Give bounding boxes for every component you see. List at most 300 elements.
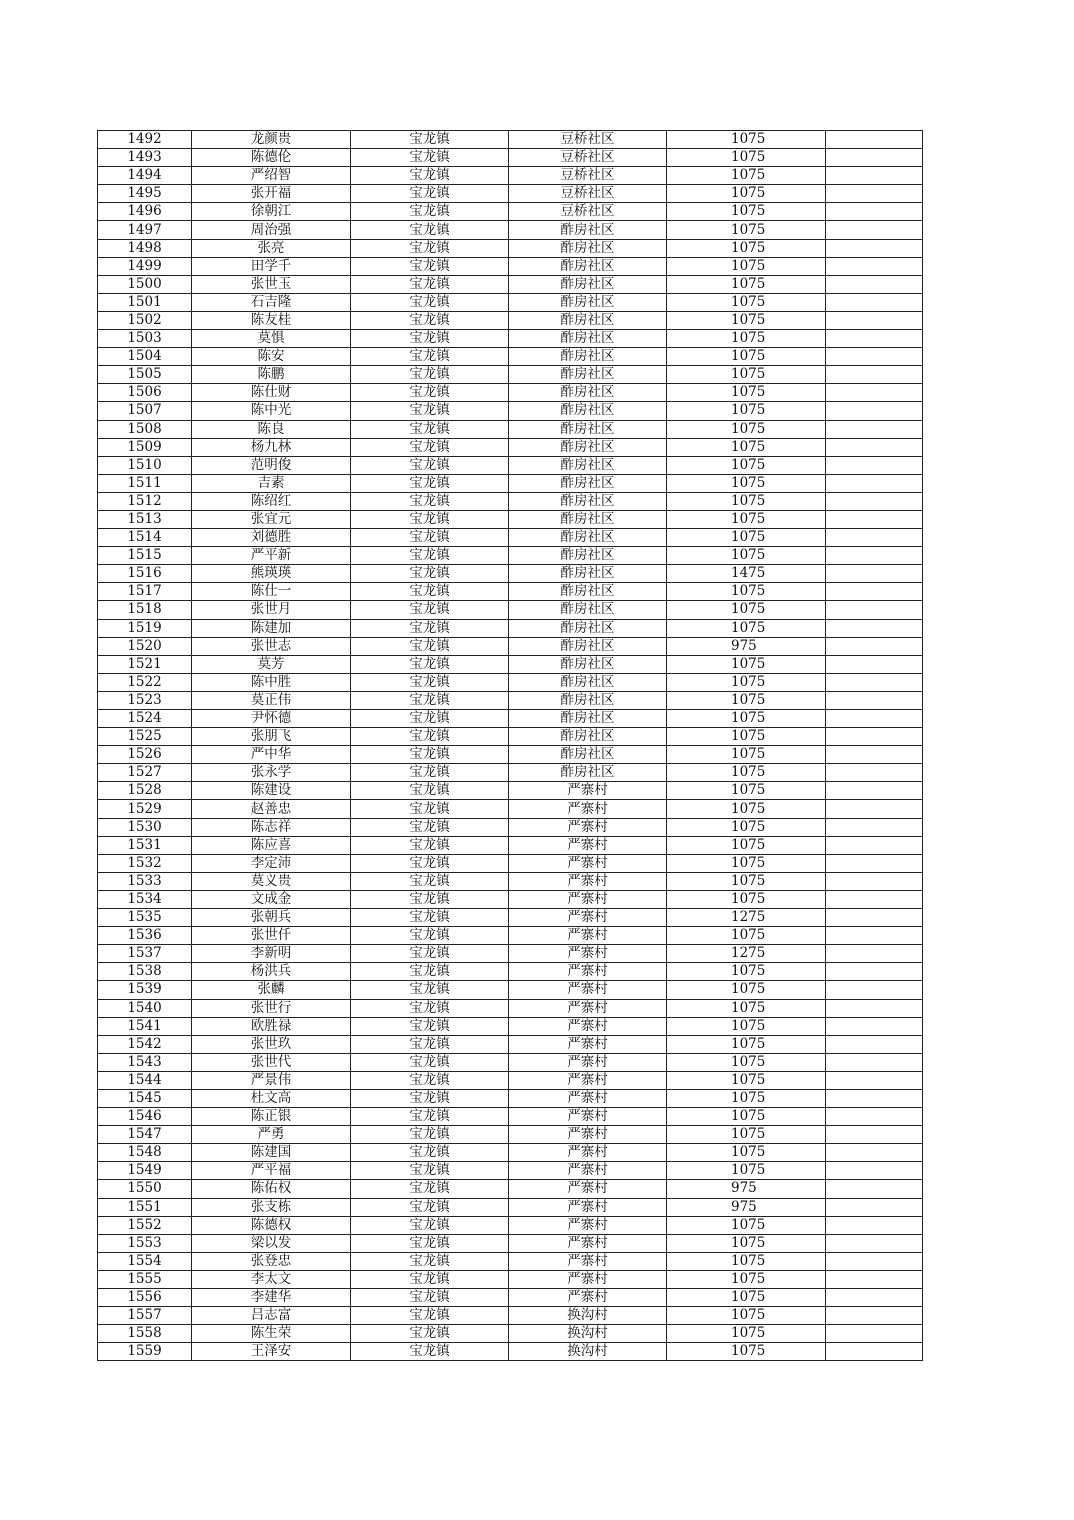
community-cell: 酢房社区: [509, 330, 667, 348]
amount-cell: 1075: [667, 366, 826, 384]
row-number-cell: 1511: [98, 474, 192, 492]
amount-cell: 1075: [667, 1089, 826, 1107]
community-cell: 酢房社区: [509, 492, 667, 510]
community-cell: 换沟村: [509, 1307, 667, 1325]
name-cell: 陈德权: [192, 1216, 351, 1234]
row-number-cell: 1522: [98, 673, 192, 691]
row-number-cell: 1536: [98, 927, 192, 945]
town-cell: 宝龙镇: [351, 746, 509, 764]
note-cell: [826, 1234, 923, 1252]
name-cell: 陈友桂: [192, 311, 351, 329]
town-cell: 宝龙镇: [351, 981, 509, 999]
town-cell: 宝龙镇: [351, 999, 509, 1017]
community-cell: 严寨村: [509, 782, 667, 800]
community-cell: 严寨村: [509, 1216, 667, 1234]
town-cell: 宝龙镇: [351, 1343, 509, 1361]
amount-cell: 1075: [667, 1162, 826, 1180]
amount-cell: 1075: [667, 1108, 826, 1126]
name-cell: 张麟: [192, 981, 351, 999]
note-cell: [826, 366, 923, 384]
table-row: [98, 1126, 923, 1144]
table-row: [98, 601, 923, 619]
amount-cell: 1075: [667, 782, 826, 800]
table-row: [98, 673, 923, 691]
name-cell: 龙颜贵: [192, 131, 351, 149]
note-cell: [826, 474, 923, 492]
row-number-cell: 1555: [98, 1270, 192, 1288]
note-cell: [826, 746, 923, 764]
community-cell: 严寨村: [509, 800, 667, 818]
town-cell: 宝龙镇: [351, 149, 509, 167]
amount-cell: 1075: [667, 1071, 826, 1089]
name-cell: 赵善忠: [192, 800, 351, 818]
name-cell: 周治强: [192, 221, 351, 239]
community-cell: 酢房社区: [509, 348, 667, 366]
note-cell: [826, 728, 923, 746]
table-row: [98, 1017, 923, 1035]
note-cell: [826, 691, 923, 709]
town-cell: 宝龙镇: [351, 1108, 509, 1126]
community-cell: 酢房社区: [509, 384, 667, 402]
community-cell: 严寨村: [509, 963, 667, 981]
note-cell: [826, 673, 923, 691]
town-cell: 宝龙镇: [351, 131, 509, 149]
town-cell: 宝龙镇: [351, 1053, 509, 1071]
amount-cell: 1075: [667, 673, 826, 691]
name-cell: 李定沛: [192, 854, 351, 872]
note-cell: [826, 655, 923, 673]
table-row: [98, 185, 923, 203]
name-cell: 张永学: [192, 764, 351, 782]
town-cell: 宝龙镇: [351, 909, 509, 927]
row-number-cell: 1493: [98, 149, 192, 167]
community-cell: 酢房社区: [509, 420, 667, 438]
row-number-cell: 1543: [98, 1053, 192, 1071]
amount-cell: 1075: [667, 691, 826, 709]
amount-cell: 1075: [667, 710, 826, 728]
row-number-cell: 1517: [98, 583, 192, 601]
row-number-cell: 1521: [98, 655, 192, 673]
table-row: [98, 909, 923, 927]
row-number-cell: 1503: [98, 330, 192, 348]
row-number-cell: 1497: [98, 221, 192, 239]
row-number-cell: 1512: [98, 492, 192, 510]
community-cell: 酢房社区: [509, 402, 667, 420]
name-cell: 梁以发: [192, 1234, 351, 1252]
community-cell: 严寨村: [509, 1035, 667, 1053]
row-number-cell: 1546: [98, 1108, 192, 1126]
row-number-cell: 1492: [98, 131, 192, 149]
table-row: [98, 510, 923, 528]
town-cell: 宝龙镇: [351, 348, 509, 366]
name-cell: 陈良: [192, 420, 351, 438]
row-number-cell: 1526: [98, 746, 192, 764]
town-cell: 宝龙镇: [351, 239, 509, 257]
community-cell: 酢房社区: [509, 673, 667, 691]
note-cell: [826, 836, 923, 854]
community-cell: 酢房社区: [509, 257, 667, 275]
note-cell: [826, 909, 923, 927]
name-cell: 欧胜禄: [192, 1017, 351, 1035]
town-cell: 宝龙镇: [351, 1180, 509, 1198]
note-cell: [826, 402, 923, 420]
amount-cell: 1075: [667, 1017, 826, 1035]
amount-cell: 1075: [667, 927, 826, 945]
town-cell: 宝龙镇: [351, 1325, 509, 1343]
row-number-cell: 1545: [98, 1089, 192, 1107]
note-cell: [826, 185, 923, 203]
amount-cell: 1075: [667, 1035, 826, 1053]
note-cell: [826, 1017, 923, 1035]
table-row: [98, 1198, 923, 1216]
row-number-cell: 1541: [98, 1017, 192, 1035]
town-cell: 宝龙镇: [351, 945, 509, 963]
row-number-cell: 1520: [98, 637, 192, 655]
community-cell: 酢房社区: [509, 221, 667, 239]
amount-cell: 1075: [667, 963, 826, 981]
table-body: [98, 131, 923, 1361]
row-number-cell: 1540: [98, 999, 192, 1017]
note-cell: [826, 890, 923, 908]
community-cell: 严寨村: [509, 818, 667, 836]
town-cell: 宝龙镇: [351, 1289, 509, 1307]
table-row: [98, 131, 923, 149]
name-cell: 陈中光: [192, 402, 351, 420]
amount-cell: 1075: [667, 348, 826, 366]
town-cell: 宝龙镇: [351, 1071, 509, 1089]
table-row: [98, 655, 923, 673]
note-cell: [826, 1270, 923, 1288]
note-cell: [826, 981, 923, 999]
note-cell: [826, 1126, 923, 1144]
note-cell: [826, 438, 923, 456]
town-cell: 宝龙镇: [351, 311, 509, 329]
note-cell: [826, 619, 923, 637]
name-cell: 张朋飞: [192, 728, 351, 746]
name-cell: 张世玉: [192, 275, 351, 293]
note-cell: [826, 149, 923, 167]
name-cell: 张亮: [192, 239, 351, 257]
community-cell: 严寨村: [509, 1180, 667, 1198]
community-cell: 酢房社区: [509, 510, 667, 528]
row-number-cell: 1515: [98, 547, 192, 565]
name-cell: 陈绍红: [192, 492, 351, 510]
table-row: [98, 293, 923, 311]
community-cell: 酢房社区: [509, 655, 667, 673]
table-row: [98, 565, 923, 583]
note-cell: [826, 782, 923, 800]
table-row: [98, 1108, 923, 1126]
row-number-cell: 1509: [98, 438, 192, 456]
town-cell: 宝龙镇: [351, 601, 509, 619]
note-cell: [826, 565, 923, 583]
table-row: [98, 529, 923, 547]
table-row: [98, 420, 923, 438]
amount-cell: 1075: [667, 547, 826, 565]
amount-cell: 1075: [667, 456, 826, 474]
row-number-cell: 1496: [98, 203, 192, 221]
row-number-cell: 1518: [98, 601, 192, 619]
amount-cell: 1075: [667, 529, 826, 547]
name-cell: 陈志祥: [192, 818, 351, 836]
town-cell: 宝龙镇: [351, 185, 509, 203]
amount-cell: 1075: [667, 1325, 826, 1343]
table-row: [98, 1035, 923, 1053]
row-number-cell: 1529: [98, 800, 192, 818]
note-cell: [826, 1307, 923, 1325]
name-cell: 陈应喜: [192, 836, 351, 854]
note-cell: [826, 239, 923, 257]
name-cell: 严平福: [192, 1162, 351, 1180]
community-cell: 酢房社区: [509, 691, 667, 709]
row-number-cell: 1532: [98, 854, 192, 872]
town-cell: 宝龙镇: [351, 330, 509, 348]
note-cell: [826, 492, 923, 510]
community-cell: 酢房社区: [509, 474, 667, 492]
amount-cell: 975: [667, 1198, 826, 1216]
row-number-cell: 1528: [98, 782, 192, 800]
community-cell: 酢房社区: [509, 746, 667, 764]
community-cell: 严寨村: [509, 1126, 667, 1144]
amount-cell: 1075: [667, 1307, 826, 1325]
town-cell: 宝龙镇: [351, 619, 509, 637]
community-cell: 严寨村: [509, 909, 667, 927]
amount-cell: 1075: [667, 981, 826, 999]
town-cell: 宝龙镇: [351, 890, 509, 908]
amount-cell: 1075: [667, 293, 826, 311]
community-cell: 严寨村: [509, 1252, 667, 1270]
table-row: [98, 583, 923, 601]
amount-cell: 1275: [667, 945, 826, 963]
amount-cell: 1075: [667, 1216, 826, 1234]
community-cell: 豆桥社区: [509, 203, 667, 221]
table-row: [98, 1343, 923, 1361]
note-cell: [826, 927, 923, 945]
community-cell: 换沟村: [509, 1343, 667, 1361]
name-cell: 莫芳: [192, 655, 351, 673]
amount-cell: 1075: [667, 1126, 826, 1144]
community-cell: 酢房社区: [509, 438, 667, 456]
table-row: [98, 1289, 923, 1307]
row-number-cell: 1538: [98, 963, 192, 981]
town-cell: 宝龙镇: [351, 963, 509, 981]
community-cell: 严寨村: [509, 836, 667, 854]
name-cell: 杨洪兵: [192, 963, 351, 981]
table-row: [98, 981, 923, 999]
table-row: [98, 1270, 923, 1288]
table-row: [98, 1144, 923, 1162]
amount-cell: 1075: [667, 311, 826, 329]
community-cell: 酢房社区: [509, 275, 667, 293]
name-cell: 张世志: [192, 637, 351, 655]
name-cell: 刘德胜: [192, 529, 351, 547]
amount-cell: 1075: [667, 1053, 826, 1071]
name-cell: 严绍智: [192, 167, 351, 185]
community-cell: 严寨村: [509, 999, 667, 1017]
table-row: [98, 927, 923, 945]
town-cell: 宝龙镇: [351, 872, 509, 890]
name-cell: 陈建国: [192, 1144, 351, 1162]
community-cell: 严寨村: [509, 890, 667, 908]
table-row: [98, 275, 923, 293]
table-row: [98, 710, 923, 728]
town-cell: 宝龙镇: [351, 366, 509, 384]
table-row: [98, 637, 923, 655]
name-cell: 陈建设: [192, 782, 351, 800]
note-cell: [826, 818, 923, 836]
table-row: [98, 366, 923, 384]
row-number-cell: 1514: [98, 529, 192, 547]
table-row: [98, 257, 923, 275]
amount-cell: 1075: [667, 275, 826, 293]
row-number-cell: 1499: [98, 257, 192, 275]
community-cell: 严寨村: [509, 1144, 667, 1162]
town-cell: 宝龙镇: [351, 474, 509, 492]
amount-cell: 1075: [667, 1144, 826, 1162]
note-cell: [826, 311, 923, 329]
row-number-cell: 1537: [98, 945, 192, 963]
town-cell: 宝龙镇: [351, 691, 509, 709]
amount-cell: 1075: [667, 402, 826, 420]
amount-cell: 1075: [667, 1252, 826, 1270]
name-cell: 熊瑛瑛: [192, 565, 351, 583]
community-cell: 严寨村: [509, 1053, 667, 1071]
amount-cell: 1075: [667, 728, 826, 746]
town-cell: 宝龙镇: [351, 257, 509, 275]
row-number-cell: 1523: [98, 691, 192, 709]
table-row: [98, 764, 923, 782]
town-cell: 宝龙镇: [351, 764, 509, 782]
table-row: [98, 1307, 923, 1325]
note-cell: [826, 945, 923, 963]
note-cell: [826, 1035, 923, 1053]
community-cell: 严寨村: [509, 1234, 667, 1252]
note-cell: [826, 257, 923, 275]
town-cell: 宝龙镇: [351, 510, 509, 528]
row-number-cell: 1533: [98, 872, 192, 890]
amount-cell: 1075: [667, 655, 826, 673]
row-number-cell: 1507: [98, 402, 192, 420]
community-cell: 酢房社区: [509, 710, 667, 728]
town-cell: 宝龙镇: [351, 1144, 509, 1162]
note-cell: [826, 1343, 923, 1361]
row-number-cell: 1524: [98, 710, 192, 728]
amount-cell: 1075: [667, 746, 826, 764]
community-cell: 酢房社区: [509, 728, 667, 746]
name-cell: 张世玖: [192, 1035, 351, 1053]
name-cell: 莫正伟: [192, 691, 351, 709]
note-cell: [826, 764, 923, 782]
note-cell: [826, 330, 923, 348]
amount-cell: 1075: [667, 257, 826, 275]
name-cell: 陈仕一: [192, 583, 351, 601]
town-cell: 宝龙镇: [351, 402, 509, 420]
community-cell: 酢房社区: [509, 565, 667, 583]
note-cell: [826, 547, 923, 565]
row-number-cell: 1547: [98, 1126, 192, 1144]
table-row: [98, 547, 923, 565]
community-cell: 酢房社区: [509, 293, 667, 311]
name-cell: 石吉隆: [192, 293, 351, 311]
town-cell: 宝龙镇: [351, 710, 509, 728]
town-cell: 宝龙镇: [351, 1162, 509, 1180]
table-row: [98, 1252, 923, 1270]
community-cell: 严寨村: [509, 1162, 667, 1180]
row-number-cell: 1553: [98, 1234, 192, 1252]
note-cell: [826, 420, 923, 438]
table-row: [98, 619, 923, 637]
name-cell: 陈生荣: [192, 1325, 351, 1343]
town-cell: 宝龙镇: [351, 1234, 509, 1252]
name-cell: 张宜元: [192, 510, 351, 528]
table-row: [98, 348, 923, 366]
row-number-cell: 1534: [98, 890, 192, 908]
name-cell: 杨九林: [192, 438, 351, 456]
name-cell: 吉素: [192, 474, 351, 492]
town-cell: 宝龙镇: [351, 547, 509, 565]
table-row: [98, 167, 923, 185]
row-number-cell: 1506: [98, 384, 192, 402]
amount-cell: 1075: [667, 872, 826, 890]
name-cell: 陈德伦: [192, 149, 351, 167]
community-cell: 酢房社区: [509, 239, 667, 257]
amount-cell: 1075: [667, 149, 826, 167]
amount-cell: 1475: [667, 565, 826, 583]
note-cell: [826, 221, 923, 239]
town-cell: 宝龙镇: [351, 1216, 509, 1234]
note-cell: [826, 293, 923, 311]
town-cell: 宝龙镇: [351, 1198, 509, 1216]
amount-cell: 1075: [667, 474, 826, 492]
name-cell: 张世仟: [192, 927, 351, 945]
amount-cell: 1075: [667, 203, 826, 221]
note-cell: [826, 854, 923, 872]
row-number-cell: 1498: [98, 239, 192, 257]
note-cell: [826, 800, 923, 818]
amount-cell: 1075: [667, 167, 826, 185]
row-number-cell: 1519: [98, 619, 192, 637]
note-cell: [826, 131, 923, 149]
row-number-cell: 1539: [98, 981, 192, 999]
table-row: [98, 746, 923, 764]
community-cell: 酢房社区: [509, 583, 667, 601]
row-number-cell: 1505: [98, 366, 192, 384]
town-cell: 宝龙镇: [351, 203, 509, 221]
town-cell: 宝龙镇: [351, 673, 509, 691]
town-cell: 宝龙镇: [351, 836, 509, 854]
community-cell: 严寨村: [509, 872, 667, 890]
community-cell: 严寨村: [509, 1089, 667, 1107]
row-number-cell: 1494: [98, 167, 192, 185]
community-cell: 严寨村: [509, 945, 667, 963]
community-cell: 酢房社区: [509, 764, 667, 782]
community-cell: 酢房社区: [509, 619, 667, 637]
name-cell: 莫义贵: [192, 872, 351, 890]
row-number-cell: 1495: [98, 185, 192, 203]
town-cell: 宝龙镇: [351, 655, 509, 673]
amount-cell: 1075: [667, 131, 826, 149]
note-cell: [826, 963, 923, 981]
amount-cell: 1075: [667, 239, 826, 257]
row-number-cell: 1502: [98, 311, 192, 329]
town-cell: 宝龙镇: [351, 565, 509, 583]
name-cell: 莫惧: [192, 330, 351, 348]
row-number-cell: 1549: [98, 1162, 192, 1180]
note-cell: [826, 583, 923, 601]
town-cell: 宝龙镇: [351, 927, 509, 945]
note-cell: [826, 1108, 923, 1126]
row-number-cell: 1516: [98, 565, 192, 583]
